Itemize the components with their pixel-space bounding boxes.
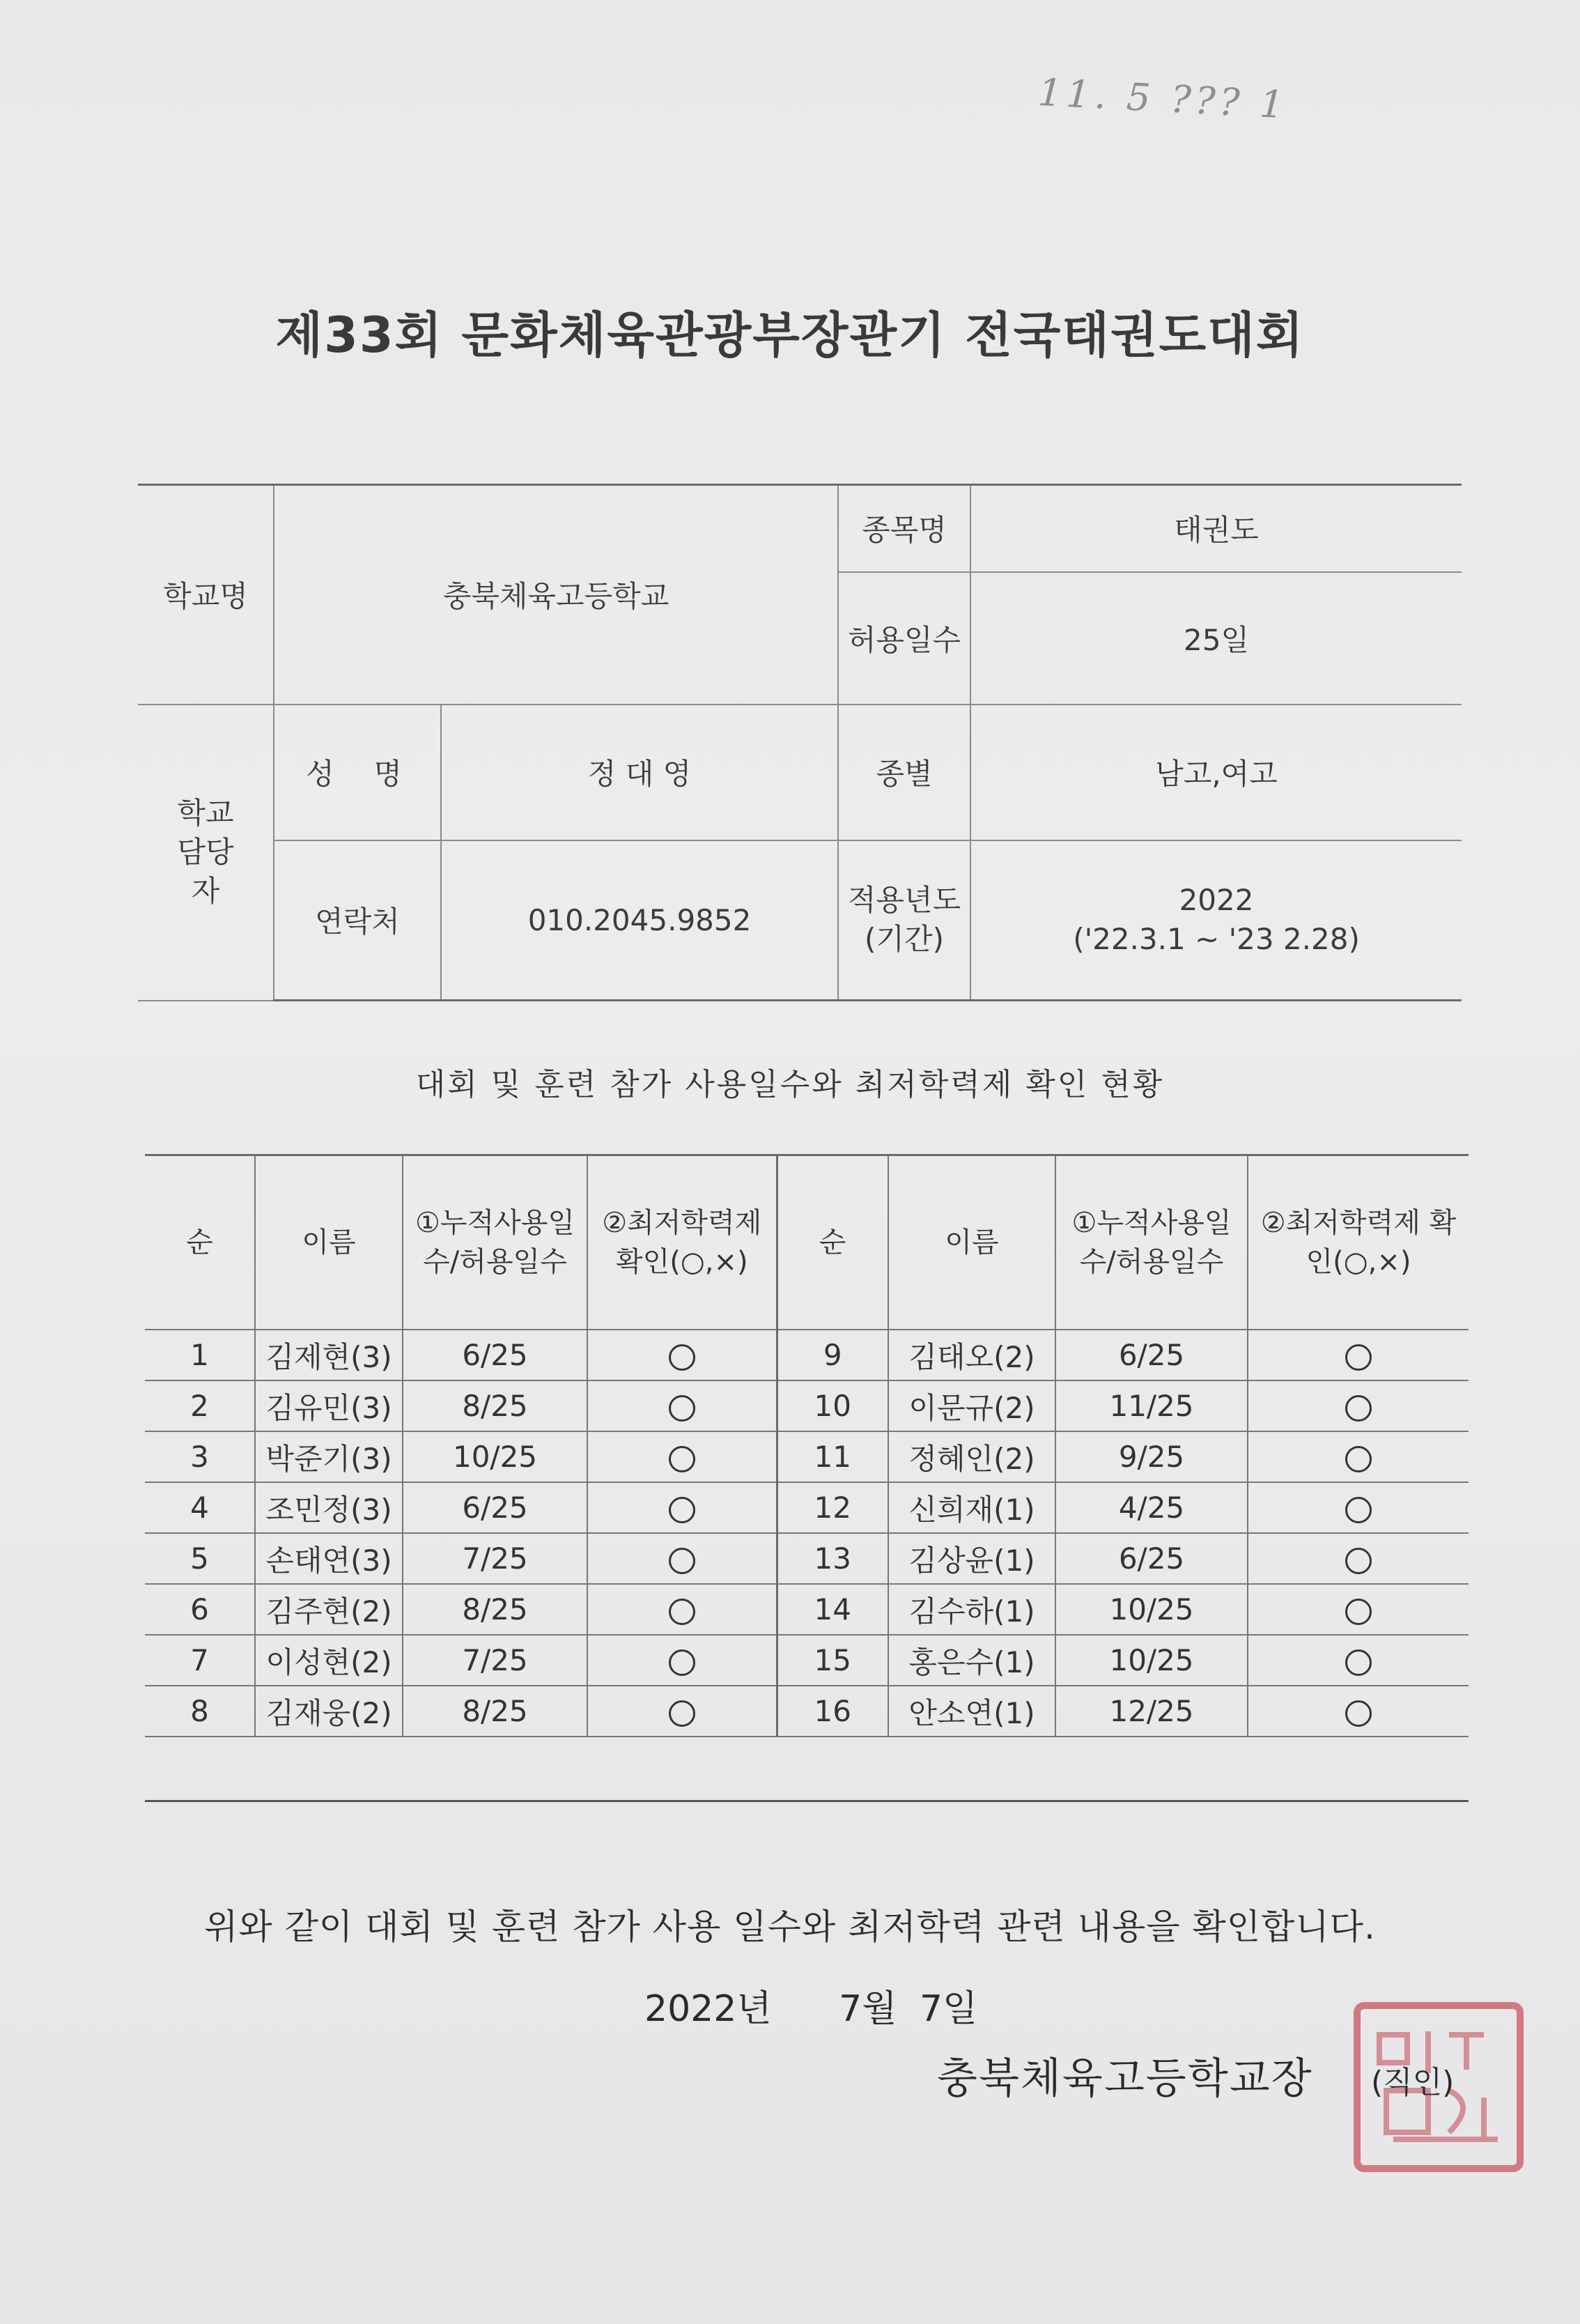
days-used: 8/25 bbox=[403, 1686, 587, 1737]
days-used: 6/25 bbox=[1055, 1330, 1248, 1380]
contact-label: 연락처 bbox=[274, 840, 441, 1001]
table-row bbox=[145, 1635, 1469, 1686]
check-mark-icon bbox=[1345, 1446, 1372, 1472]
student-name: 이문규(2) bbox=[888, 1380, 1055, 1431]
confirmation-text: 위와 같이 대회 및 훈련 참가 사용 일수와 최저학력 관련 내용을 확인합니다. bbox=[204, 1907, 1376, 1947]
check-cell bbox=[587, 1330, 777, 1380]
date-year: 2022년 bbox=[644, 1988, 772, 2030]
check-mark-icon bbox=[1345, 1395, 1372, 1422]
check-mark-icon bbox=[669, 1344, 695, 1371]
check-cell bbox=[587, 1380, 777, 1431]
days-used: 6/25 bbox=[1055, 1533, 1248, 1584]
student-name: 김수하(1) bbox=[888, 1584, 1055, 1635]
date-month: 7월 bbox=[839, 1988, 897, 2030]
table-row bbox=[145, 1431, 1469, 1482]
header-no-right: 순 bbox=[777, 1155, 888, 1330]
check-mark-icon bbox=[1345, 1344, 1372, 1371]
table-row bbox=[145, 1482, 1469, 1533]
row-number: 7 bbox=[145, 1635, 255, 1686]
allowed-days-label: 허용일수 bbox=[838, 572, 970, 705]
check-cell bbox=[587, 1584, 777, 1635]
check-cell bbox=[1248, 1533, 1469, 1584]
row-number: 2 bbox=[145, 1380, 255, 1431]
row-number: 4 bbox=[145, 1482, 255, 1533]
document-date bbox=[644, 1979, 1033, 2031]
student-name: 정혜인(2) bbox=[888, 1431, 1055, 1482]
school-info-table bbox=[138, 484, 1462, 1001]
check-cell bbox=[1248, 1330, 1469, 1380]
student-name: 이성현(2) bbox=[255, 1635, 403, 1686]
days-used: 7/25 bbox=[403, 1533, 587, 1584]
row-number: 15 bbox=[777, 1635, 888, 1686]
header-name-right: 이름 bbox=[888, 1155, 1055, 1330]
student-name: 박준기(3) bbox=[255, 1431, 403, 1482]
seal-note: (직인) bbox=[1371, 2065, 1455, 2100]
student-name: 김제현(3) bbox=[255, 1330, 403, 1380]
row-number: 8 bbox=[145, 1686, 255, 1737]
student-name: 김상윤(1) bbox=[888, 1533, 1055, 1584]
category-value: 남고,여고 bbox=[970, 705, 1462, 840]
days-used: 11/25 bbox=[1055, 1380, 1248, 1431]
check-mark-icon bbox=[669, 1649, 695, 1676]
table-row bbox=[145, 1584, 1469, 1635]
check-cell bbox=[587, 1533, 777, 1584]
days-used: 10/25 bbox=[1055, 1635, 1248, 1686]
table-row bbox=[145, 1380, 1469, 1431]
table-row bbox=[145, 1686, 1469, 1737]
days-used: 12/25 bbox=[1055, 1686, 1248, 1737]
check-cell bbox=[1248, 1380, 1469, 1431]
check-mark-icon bbox=[1345, 1599, 1372, 1625]
student-name: 신희재(1) bbox=[888, 1482, 1055, 1533]
row-number: 10 bbox=[777, 1380, 888, 1431]
header-days-right: ①누적사용일수/허용일수 bbox=[1055, 1155, 1248, 1330]
days-used: 6/25 bbox=[403, 1482, 587, 1533]
row-number: 13 bbox=[777, 1533, 888, 1584]
days-used: 6/25 bbox=[403, 1330, 587, 1380]
check-cell bbox=[1248, 1431, 1469, 1482]
event-value: 태권도 bbox=[970, 485, 1462, 572]
check-cell bbox=[1248, 1584, 1469, 1635]
days-used: 8/25 bbox=[403, 1380, 587, 1431]
student-name: 김재웅(2) bbox=[255, 1686, 403, 1737]
row-number: 1 bbox=[145, 1330, 255, 1380]
check-mark-icon bbox=[1345, 1649, 1372, 1676]
event-label: 종목명 bbox=[838, 485, 970, 572]
header-days: ①누적사용일수/허용일수 bbox=[403, 1155, 587, 1330]
days-used: 10/25 bbox=[403, 1431, 587, 1482]
check-cell bbox=[587, 1686, 777, 1737]
category-label: 종별 bbox=[838, 705, 970, 840]
check-cell bbox=[587, 1635, 777, 1686]
row-number: 16 bbox=[777, 1686, 888, 1737]
days-used: 10/25 bbox=[1055, 1584, 1248, 1635]
year-value: 2022 ('22.3.1 ~ '23 2.28) bbox=[970, 840, 1462, 1001]
table-subtitle: 대회 및 훈련 참가 사용일수와 최저학력제 확인 현황 bbox=[415, 1067, 1165, 1102]
document-title: 제33회 문화체육관광부장관기 전국태권도대회 bbox=[275, 307, 1305, 364]
year-label: 적용년도 (기간) bbox=[838, 840, 970, 1001]
empty-band bbox=[145, 1737, 1469, 1801]
header-check-right: ②최저학력제 확인(○,×) bbox=[1248, 1155, 1469, 1330]
row-number: 5 bbox=[145, 1533, 255, 1584]
table-row bbox=[145, 1533, 1469, 1584]
check-mark-icon bbox=[1345, 1700, 1372, 1727]
check-mark-icon bbox=[1345, 1548, 1372, 1574]
signer-title: 충북체육고등학교장 bbox=[937, 2054, 1313, 2103]
header-no: 순 bbox=[145, 1155, 255, 1330]
check-mark-icon bbox=[1345, 1497, 1372, 1523]
days-used: 4/25 bbox=[1055, 1482, 1248, 1533]
days-used: 9/25 bbox=[1055, 1431, 1248, 1482]
check-cell bbox=[1248, 1635, 1469, 1686]
check-mark-icon bbox=[669, 1395, 695, 1422]
check-mark-icon bbox=[669, 1599, 695, 1625]
student-name: 안소연(1) bbox=[888, 1686, 1055, 1737]
row-number: 11 bbox=[777, 1431, 888, 1482]
header-check: ②최저학력제 확인(○,×) bbox=[587, 1155, 777, 1330]
row-number: 9 bbox=[777, 1330, 888, 1380]
handwritten-note: 11. 5 ??? 1 bbox=[1037, 70, 1289, 128]
student-name: 김주현(2) bbox=[255, 1584, 403, 1635]
days-used: 7/25 bbox=[403, 1635, 587, 1686]
table-row bbox=[145, 1330, 1469, 1380]
school-name: 충북체육고등학교 bbox=[274, 485, 838, 705]
name-label: 성 명 bbox=[274, 705, 441, 840]
student-name: 김태오(2) bbox=[888, 1330, 1055, 1380]
row-number: 3 bbox=[145, 1431, 255, 1482]
manager-label: 학교 담당자 bbox=[138, 705, 274, 1001]
school-label: 학교명 bbox=[138, 485, 274, 705]
check-mark-icon bbox=[669, 1548, 695, 1574]
table-footer-band bbox=[145, 1737, 1469, 1801]
check-cell bbox=[587, 1431, 777, 1482]
row-number: 12 bbox=[777, 1482, 888, 1533]
check-cell bbox=[1248, 1686, 1469, 1737]
check-mark-icon bbox=[669, 1446, 695, 1472]
student-name: 손태연(3) bbox=[255, 1533, 403, 1584]
row-number: 14 bbox=[777, 1584, 888, 1635]
header-name: 이름 bbox=[255, 1155, 403, 1330]
check-mark-icon bbox=[669, 1497, 695, 1523]
contact-value: 010.2045.9852 bbox=[441, 840, 838, 1001]
student-name: 홍은수(1) bbox=[888, 1635, 1055, 1686]
student-name: 조민정(3) bbox=[255, 1482, 403, 1533]
student-name: 김유민(3) bbox=[255, 1380, 403, 1431]
days-used: 8/25 bbox=[403, 1584, 587, 1635]
check-cell bbox=[587, 1482, 777, 1533]
allowed-days-value: 25일 bbox=[970, 572, 1462, 705]
name-value: 정 대 영 bbox=[441, 705, 838, 840]
roster-header-row bbox=[145, 1155, 1469, 1330]
check-mark-icon bbox=[669, 1700, 695, 1727]
check-cell bbox=[1248, 1482, 1469, 1533]
row-number: 6 bbox=[145, 1584, 255, 1635]
roster-table bbox=[145, 1154, 1469, 1802]
date-day: 7일 bbox=[919, 1988, 978, 2030]
